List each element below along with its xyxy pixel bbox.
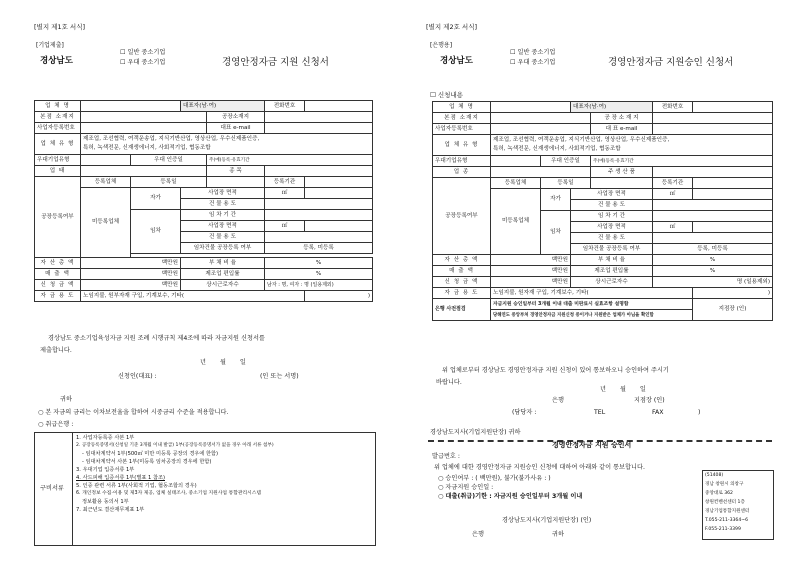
- company-name-field[interactable]: [491, 102, 571, 113]
- department-name: 경상남도: [40, 56, 73, 66]
- company-type-checkboxes[interactable]: [510, 48, 555, 68]
- company-name-label: 업 체 명: [433, 102, 491, 113]
- preferred-sme-checkbox[interactable]: ☐ 우대 중소기업: [120, 59, 166, 66]
- reg-date-field[interactable]: [591, 178, 653, 189]
- product-label: 주 생 산 품: [591, 167, 653, 178]
- employees-label: 상시근로자수: [181, 280, 265, 291]
- notice-line-2: 바랍니다.: [436, 379, 462, 386]
- approval-table: [432, 101, 773, 321]
- unregistered-label: 미등록업체: [491, 189, 541, 255]
- company-name-field[interactable]: [81, 101, 181, 112]
- contact-label: (담당자 :: [512, 409, 537, 416]
- industry-field[interactable]: [491, 167, 591, 178]
- address-line: (51408): [705, 473, 724, 478]
- debt-ratio-field[interactable]: %: [265, 258, 373, 269]
- assets-field[interactable]: 백만원: [491, 255, 571, 266]
- employees-field[interactable]: 명 (일용제외): [653, 277, 773, 288]
- application-form-page: [0, 0, 398, 565]
- mfg-ratio-field[interactable]: %: [653, 266, 773, 277]
- head-office-label: 본점 소재지: [433, 113, 491, 124]
- seal-label: (인 또는 서명): [260, 373, 299, 380]
- lease-factory-label: 임차건물 공장등록 여부: [181, 243, 265, 254]
- reg-agency-label: 등록기관: [653, 178, 693, 189]
- form-label: [별지 제1호 서식]: [34, 23, 86, 31]
- documents-label: 구비서류: [40, 485, 64, 492]
- document-item: 5. 인증 관련 서류 1부(사회적 기업, 협동조합의 경우): [76, 483, 197, 489]
- reg-date-field[interactable]: [207, 177, 265, 188]
- reg-date-label: 등록일: [131, 177, 207, 188]
- notice-date[interactable]: 년 월 일: [600, 386, 646, 393]
- building-use-label: 건 물 용 도: [571, 200, 653, 211]
- business-number-label: 사업자등록번호: [35, 123, 81, 134]
- company-type-label: 업 체 유 형: [433, 135, 491, 156]
- lease-area-extra[interactable]: [305, 221, 373, 232]
- bank-note: ○ 취급은행 :: [38, 421, 74, 428]
- lease-area-label: 사업장 면적: [181, 221, 265, 232]
- declaration-line-1: 경상남도 중소기업육성자금 지원 조례 시행규칙 제4조에 따라 자금지원 신청서를: [48, 335, 265, 342]
- business-number-field[interactable]: [81, 123, 207, 134]
- preferred-type-label: 우대기업유형: [35, 155, 81, 166]
- reg-agency-field[interactable]: [693, 178, 773, 189]
- approval-item[interactable]: ○ 대출(취급)기한 : 자금지원 승인일부터 3개월 이내: [438, 493, 583, 500]
- form-tag: [기업제출]: [36, 42, 64, 49]
- industry-label: 업 태: [35, 166, 81, 177]
- document-item-highlight: 4. 사드피해 입증서류 1부(별표 1 참조): [76, 475, 165, 481]
- lease-period-field[interactable]: [653, 211, 773, 222]
- debt-ratio-field[interactable]: %: [653, 255, 773, 266]
- application-table: [34, 100, 373, 302]
- lease-area-unit[interactable]: ㎡: [265, 221, 305, 232]
- approval-number[interactable]: 발급번호 :: [432, 453, 460, 460]
- fund-use-field[interactable]: 노임지불, 원자재 구입, 기계보수, 기타(: [491, 288, 693, 299]
- factory-reg-label: 공장등록여부: [433, 178, 491, 255]
- reg-date-label: 등록일: [541, 178, 591, 189]
- sales-field[interactable]: 백만원: [81, 269, 181, 280]
- lease-factory-choice[interactable]: 등록, 미등록: [653, 244, 773, 255]
- documents-list: [76, 434, 372, 514]
- lease-factory-label: 임차건물 공장등록 여부: [571, 244, 653, 255]
- preferred-type-field[interactable]: [81, 155, 131, 166]
- site-area-extra[interactable]: [693, 189, 773, 200]
- debt-ratio-label: 부 채 비 율: [181, 258, 265, 269]
- industry-field[interactable]: [81, 166, 207, 177]
- mfg-ratio-label: 제조업 편입률: [571, 266, 653, 277]
- lease-building-use-field[interactable]: [653, 233, 773, 244]
- document-item: 1. 사업자등록증 사본 1부: [76, 435, 135, 441]
- product-field[interactable]: [653, 167, 773, 178]
- fund-use-field[interactable]: 노임지불, 원부자재 구입, 기계보수, 기타(: [81, 291, 305, 302]
- mfg-ratio-label: 제조업 편입률: [181, 269, 265, 280]
- company-type-line-2: 특허, 녹색전문, 신재생에너지, 사회적기업, 협동조합: [493, 146, 621, 152]
- bank-label: 은행: [552, 397, 564, 404]
- approval-item[interactable]: ○ 승인여부 : ( 백만원), 불가(불가사유 : ): [438, 475, 551, 482]
- item-label: 종 목: [207, 166, 265, 177]
- request-amount-field[interactable]: 백만원: [81, 280, 181, 291]
- officer-seal[interactable]: 지점장 (인): [693, 299, 773, 321]
- address-line: 중앙대로 362: [705, 491, 733, 496]
- general-sme-checkbox[interactable]: ☐ 일반 중소기업: [510, 49, 556, 56]
- bank-bottom-label: 은행: [472, 531, 484, 538]
- company-type-line-1: 제조업, 조선협력, 여객운송업, 지식기반산업, 영상산업, 우수신제품인증,: [493, 137, 670, 143]
- address-line: F.055-211-3399: [705, 527, 741, 532]
- head-office-field[interactable]: [491, 113, 591, 124]
- fax-label[interactable]: FAX: [652, 409, 664, 416]
- request-amount-field[interactable]: 백만원: [491, 277, 571, 288]
- bank-review-label: 은행 사전점검: [433, 299, 491, 321]
- company-type-checkboxes[interactable]: [120, 48, 165, 68]
- department-name: 경상남도: [440, 56, 473, 66]
- lease-area-label: 사업장 면적: [571, 222, 653, 233]
- company-name-label: 업 체 명: [35, 101, 81, 112]
- approval-items: [438, 474, 698, 501]
- assets-field[interactable]: 백만원: [81, 258, 181, 269]
- preferred-date-field[interactable]: 주(예)등록·유효기간: [591, 156, 773, 167]
- request-amount-label: 신 청 금 액: [35, 280, 81, 291]
- own-label: 자가: [541, 189, 571, 211]
- preferred-cert-label: 우대 인증일: [541, 156, 591, 167]
- building-use-field[interactable]: [265, 199, 373, 210]
- site-area-label: 사업장 면적: [571, 189, 653, 200]
- declaration-line-2: 제출합니다.: [40, 347, 72, 354]
- registered-label: 등록업체: [491, 178, 541, 189]
- contact-close: ): [698, 409, 701, 416]
- preferred-sme-checkbox[interactable]: ☐ 우대 중소기업: [510, 59, 556, 66]
- business-number-field[interactable]: [491, 124, 591, 135]
- company-type-line-1: 제조업, 조선협력, 여객운송업, 지식기반산업, 영상산업, 우수신제품인증,: [83, 136, 260, 142]
- unregistered-label: 미등록업체: [81, 188, 131, 258]
- assets-label: 자 산 총 액: [433, 255, 491, 266]
- site-area-label: 사업장 면적: [181, 188, 265, 199]
- preferred-date-field[interactable]: 주(예)등록·유효기간: [207, 155, 373, 166]
- address-line: 창원컨벤션센터 1층: [705, 500, 745, 505]
- approval-body: 위 업체에 대한 경영안정자금 지원승인 신청에 대하여 아래와 같이 통보합니다.: [434, 464, 645, 471]
- lease-period-label: 임 차 기 간: [181, 210, 265, 221]
- rent-label: 임차: [541, 211, 571, 255]
- branch-manager-label: 지점장 (인): [634, 397, 665, 404]
- email-label: 대표 e-mail: [207, 123, 265, 134]
- business-number-label: 사업자등록번호: [433, 124, 491, 135]
- fund-use-label: 자 금 용 도: [35, 291, 81, 302]
- preferred-type-field[interactable]: [491, 156, 541, 167]
- sales-label: 매 출 액: [433, 266, 491, 277]
- applicant-label: 신청인(대표) :: [118, 373, 157, 380]
- company-type-label: 업 체 유 형: [35, 134, 81, 155]
- document-item: 6. 개인정보 수집·이용 및 제3자 제공, 업체 실태조사, 중소기업 지원사업 통합관리시스템: [76, 491, 262, 496]
- document-item: 2. 공장등록증명서(신청일 기준 3개월 이내 발급) 1부(공장등록증명서가 없을 경우 아래 서류 첨부): [76, 443, 274, 448]
- employees-label: 상시근로자수: [571, 277, 653, 288]
- address-line: 경남기업통합지원센터: [705, 509, 750, 514]
- factory-address-field[interactable]: [265, 112, 373, 123]
- recipient-label: 경상남도지사(기업지원단장) 귀하: [430, 429, 521, 436]
- mfg-ratio-field[interactable]: %: [265, 269, 373, 280]
- phone-label: 전화번호: [653, 102, 693, 113]
- lease-area-extra[interactable]: [693, 222, 773, 233]
- representative-label: 대표자(남·여): [181, 101, 265, 112]
- general-sme-checkbox[interactable]: ☐ 일반 중소기업: [120, 49, 166, 56]
- section-heading: ☐ 신청내용: [430, 91, 464, 99]
- head-office-field[interactable]: [81, 112, 207, 123]
- approval-item[interactable]: ○ 자금지원 승인일 :: [438, 484, 494, 491]
- notice-line-1: 위 업체로부터 경상남도 경영안정자금 지원 신청이 있어 통보하오니 승인하여 주시기: [442, 367, 669, 374]
- industry-label: 업 종: [433, 167, 491, 178]
- lease-area-unit[interactable]: ㎡: [653, 222, 693, 233]
- company-type-line-2: 특허, 녹색전문, 신재생에너지, 사회적기업, 협동조합: [83, 145, 211, 151]
- interest-note: ○ 본 자금의 금리는 이차보전율을 합하여 시중금리 수준을 적용합니다.: [38, 409, 229, 416]
- bank-review-line-2[interactable]: 당해연도 중앙부처 경영안정자금 지원신청 중이거나 지원받은 업체가 아님을 확인함: [491, 310, 693, 321]
- document-item: - 임대차계약서 1부(500㎡ 미만 미등록 공장의 경우에 한함): [82, 451, 219, 457]
- debt-ratio-label: 부 채 비 율: [571, 255, 653, 266]
- head-office-label: 본점 소재지: [35, 112, 81, 123]
- assets-label: 자 산 총 액: [35, 258, 81, 269]
- lease-period-label: 임 차 기 간: [571, 211, 653, 222]
- building-use-label: 건 물 용 도: [181, 199, 265, 210]
- sales-field[interactable]: 백만원: [491, 266, 571, 277]
- request-amount-label: 신 청 금 액: [433, 277, 491, 288]
- email-field[interactable]: [653, 124, 773, 135]
- submission-date[interactable]: 년 월 일: [200, 359, 246, 366]
- site-area-extra[interactable]: [305, 188, 373, 199]
- phone-label: 전화번호: [265, 101, 305, 112]
- address-lines: [705, 471, 771, 534]
- building-use-field[interactable]: [653, 200, 773, 211]
- address-line: T.055-211-3364~6: [705, 518, 749, 523]
- item-field[interactable]: [265, 166, 373, 177]
- site-area-unit[interactable]: ㎡: [653, 189, 693, 200]
- document-item: 7. 최근년도 결산재무제표 1부: [76, 507, 145, 513]
- registered-label: 등록업체: [81, 177, 131, 188]
- form-title: 경영안정자금 지원승인 신청서: [608, 57, 734, 68]
- form-label: [별지 제2호 서식]: [426, 23, 478, 31]
- lease-building-use-label: 건 물 용 도: [181, 232, 265, 243]
- company-type-options[interactable]: [491, 135, 773, 156]
- documents-divider: [72, 432, 73, 546]
- lease-period-field[interactable]: [265, 210, 373, 221]
- fund-use-close: ): [693, 288, 773, 299]
- rent-label: 임차: [131, 210, 181, 254]
- form-tag: [은행용]: [430, 42, 453, 49]
- recipient-label: 귀하: [60, 396, 72, 403]
- reg-agency-label: 등록기관: [265, 177, 305, 188]
- fund-use-close: ): [305, 291, 373, 302]
- approval-title: 경영안정자금 지원 승인서: [552, 441, 632, 449]
- approval-signature: 경상남도지사(기업지원단장) (인): [502, 517, 592, 524]
- address-line: 경남 창원시 의창구: [705, 482, 744, 487]
- tel-label[interactable]: TEL: [594, 409, 606, 416]
- lease-building-use-field[interactable]: [265, 232, 373, 243]
- employees-field[interactable]: 남자 : 명, 여자 : 명 (일용제외): [265, 280, 373, 291]
- factory-address-label: 공장소재지: [207, 112, 265, 123]
- approval-form-page: [402, 0, 800, 565]
- reg-agency-field[interactable]: [305, 177, 373, 188]
- recipient-bottom-label: 귀하: [552, 531, 564, 538]
- phone-field[interactable]: [693, 102, 773, 113]
- document-item: 정보활용 동의서 1부: [82, 499, 129, 505]
- own-label: 자가: [131, 188, 181, 210]
- preferred-cert-label: 우대 인증일: [131, 155, 207, 166]
- company-type-options[interactable]: [81, 134, 373, 155]
- factory-reg-label: 공장등록여부: [35, 177, 81, 258]
- sales-label: 매 출 액: [35, 269, 81, 280]
- factory-address-label: 공 장 소 재 지: [591, 113, 653, 124]
- bank-review-line-1[interactable]: 자금지원 승인일부터 3개월 이내 대출 미판료시 실효조항 설명함: [491, 299, 693, 310]
- form-title: 경영안정자금 지원 신청서: [222, 57, 329, 68]
- lease-building-use-label: 건 물 용 도: [571, 233, 653, 244]
- factory-address-field[interactable]: [653, 113, 773, 124]
- email-field[interactable]: [265, 123, 373, 134]
- preferred-type-label: 우대기업유형: [433, 156, 491, 167]
- email-label: 대 표 e-mail: [591, 124, 653, 135]
- representative-label: 대표자(남·여): [571, 102, 653, 113]
- lease-factory-choice[interactable]: 등록, 미등록: [265, 243, 373, 254]
- phone-field[interactable]: [305, 101, 373, 112]
- document-item: - 임대차계약서 사본 1부(미등록 임차공장의 경우에 한함): [82, 459, 212, 465]
- fund-use-label: 자 금 용 도: [433, 288, 491, 299]
- document-item: 3. 우대기업 입증서류 1부: [76, 467, 135, 473]
- site-area-unit[interactable]: ㎡: [265, 188, 305, 199]
